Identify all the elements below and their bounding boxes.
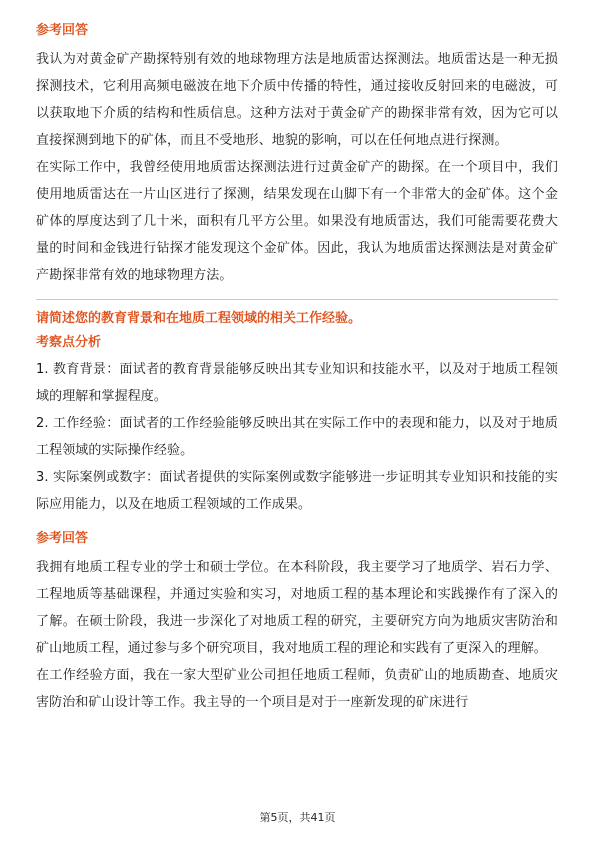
answer-paragraph: 我认为对黄金矿产勘探特别有效的地球物理方法是地质雷达探测法。地质雷达是一种无损探测技术，它利用高频电磁波在地下介质中传播的特性，通过接收反射回来的电磁波，可以获取地下介质的结构和性质信息。这种方法对于黄金矿产的勘探非常有效，因为它可以直接探测到地下的矿体，而且不受地形、地貌的影响，可以在任何地点进行探测。	[36, 52, 558, 148]
answer-paragraph: 我拥有地质工程专业的学士和硕士学位。在本科阶段，我主要学习了地质学、岩石力学、工程地质等基础课程，并通过实验和实习，对地质工程的基本理论和实践操作有了深入的了解。在硕士阶段，我进一步深化了对地质工程的研究，主要研究方向为地质灾害防治和矿山地质工程，通过参与多个研究项目，我对地质工程的理论和实践有了更深入的理解。	[36, 560, 558, 656]
answer-paragraph: 在实际工作中，我曾经使用地质雷达探测法进行过黄金矿产的勘探。在一个项目中，我们使用地质雷达在一片山区进行了探测，结果发现在山脚下有一个非常大的金矿体。这个金矿体的厚度达到了几十米，面积有几平方公里。如果没有地质雷达，我们可能需要花费大量的时间和金钱进行钻探才能发现这个金矿体。因此，我认为地质雷达探测法是对黄金矿产勘探非常有效的地球物理方法。	[36, 160, 558, 283]
analysis-item: 1. 教育背景：面试者的教育背景能够反映出其专业知识和技能水平，以及对于地质工程领域的理解和掌握程度。	[36, 362, 558, 404]
analysis-heading: 考察点分析	[36, 335, 102, 350]
section-divider	[36, 299, 558, 300]
analysis-item: 3. 实际案例或数字：面试者提供的实际案例或数字能够进一步证明其专业知识和技能的实际应用能力，以及在地质工程领域的工作成果。	[36, 470, 558, 512]
reference-answer-heading: 参考回答	[36, 531, 89, 546]
reference-answer-heading: 参考回答	[36, 23, 89, 38]
analysis-item: 2. 工作经验：面试者的工作经验能够反映出其在实际工作中的表现和能力，以及对于地质工程领域的实际操作经验。	[36, 416, 558, 458]
interview-question: 请简述您的教育背景和在地质工程领域的相关工作经验。	[36, 311, 362, 326]
answer-paragraph: 在工作经验方面，我在一家大型矿业公司担任地质工程师，负责矿山的地质勘查、地质灾害防治和矿山设计等工作。我主导的一个项目是对于一座新发现的矿床进行	[36, 668, 558, 710]
page-content	[36, 20, 558, 716]
page-number: 第5页，共41页	[259, 811, 336, 824]
